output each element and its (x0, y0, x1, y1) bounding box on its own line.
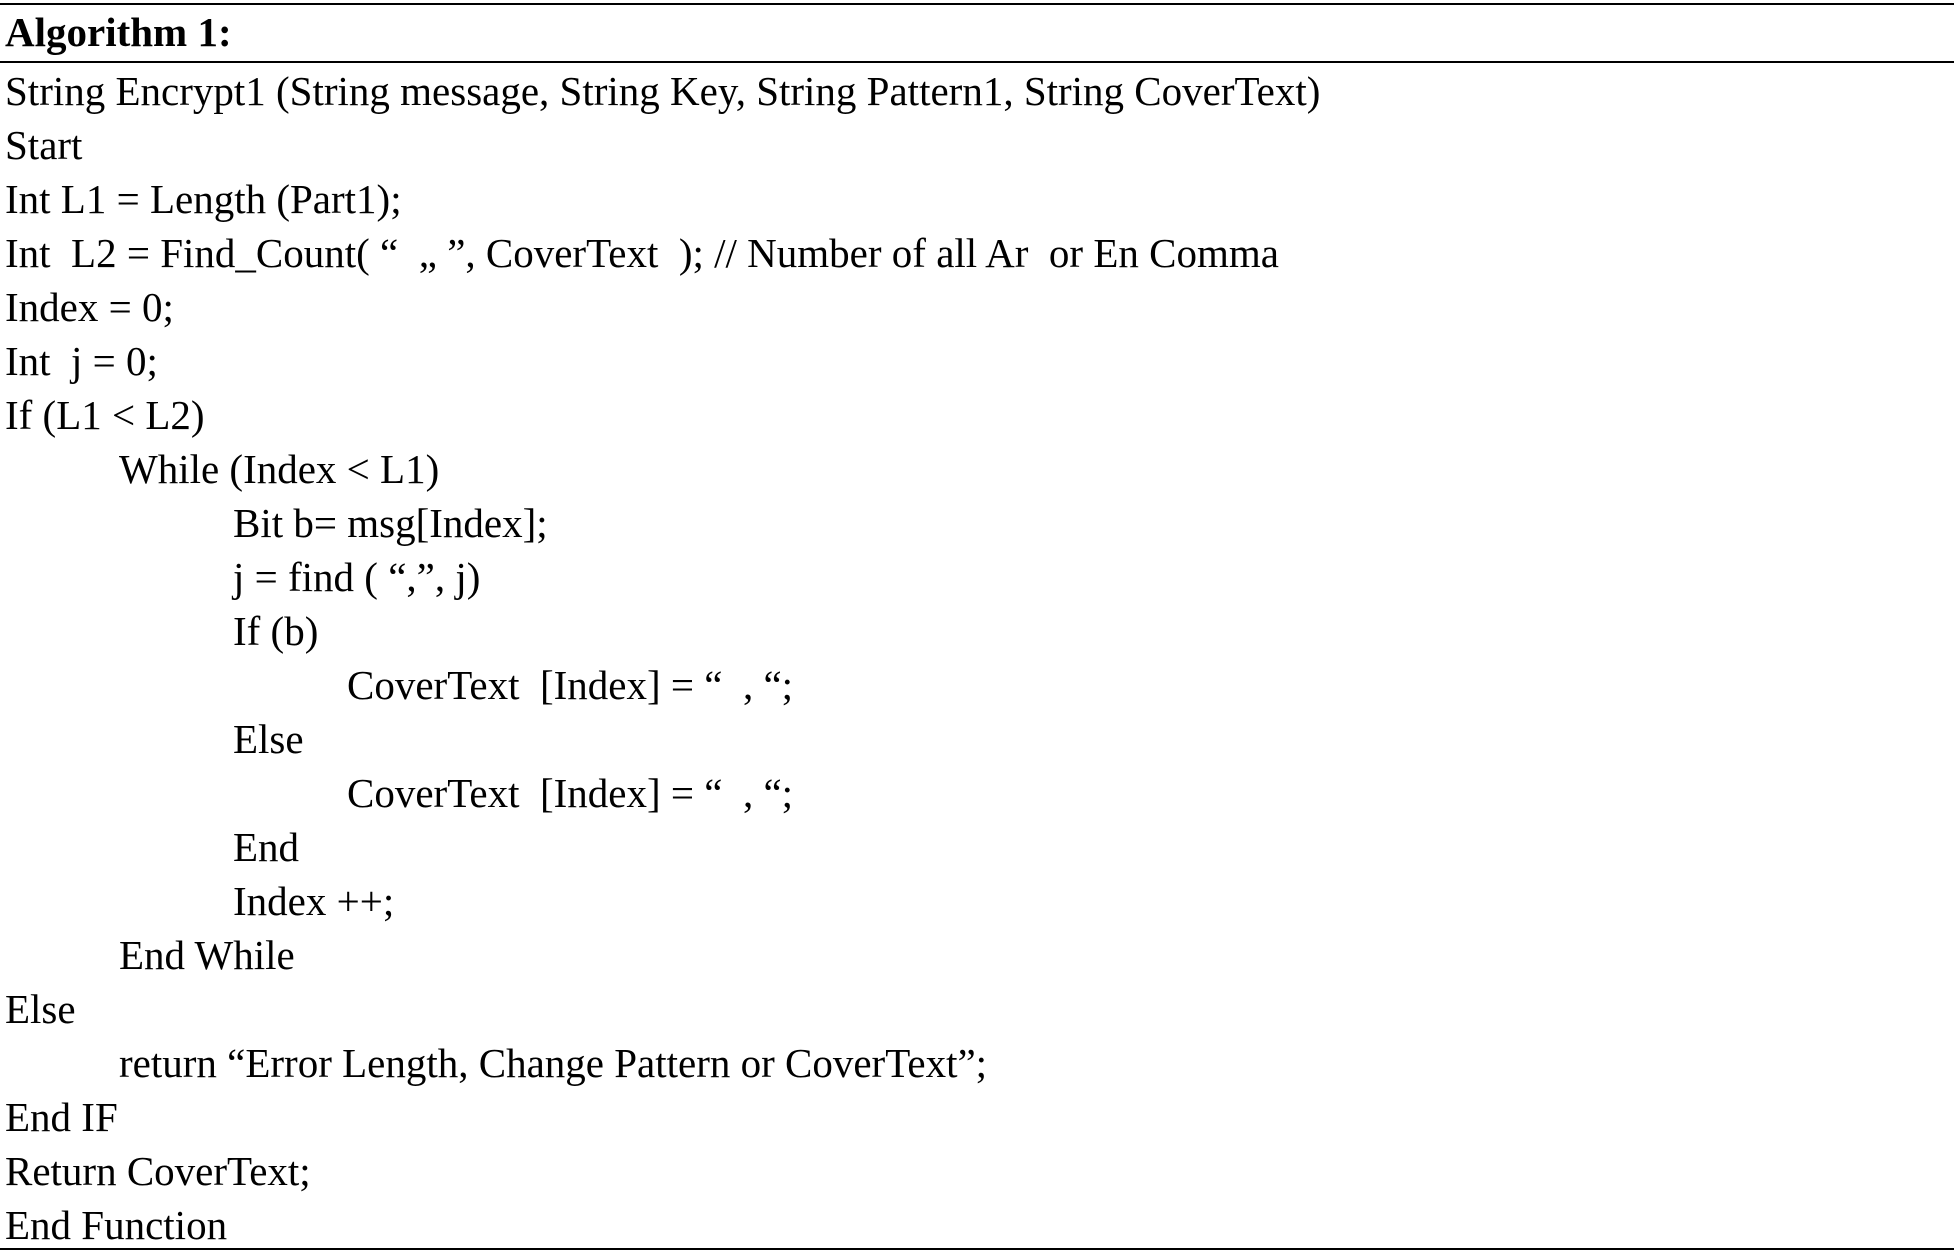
code-line: return “Error Length, Change Pattern or CoverText”; (119, 1040, 988, 1086)
code-line: If (b) (233, 608, 319, 654)
code-line: Int j = 0; (5, 338, 158, 384)
algorithm-title: Algorithm 1: (5, 9, 232, 55)
code-line: If (L1 < L2) (5, 392, 205, 438)
code-line: While (Index < L1) (119, 446, 440, 492)
code-line: CoverText [Index] = “ , “; (347, 662, 794, 708)
code-line: Bit b= msg[Index]; (233, 500, 548, 546)
bottom-rule (0, 1248, 1954, 1250)
code-line: End While (119, 932, 295, 978)
header-rule (0, 61, 1954, 63)
code-line: Index = 0; (5, 284, 174, 330)
code-line: Int L2 = Find_Count( “ „ ”, CoverText ); // Number of all Ar or En Comma (5, 230, 1279, 276)
code-line: End Function (5, 1202, 228, 1248)
code-line: End (233, 824, 300, 870)
code-line: Start (5, 122, 83, 168)
code-line: Index ++; (233, 878, 395, 924)
code-line: j = find ( “,”, j) (233, 554, 481, 600)
code-line: End IF (5, 1094, 118, 1140)
code-line: Return CoverText; (5, 1148, 311, 1194)
code-line: String Encrypt1 (String message, String Key, String Pattern1, String CoverText) (5, 68, 1321, 114)
algorithm-lines (5, 64, 1320, 1252)
code-line: Int L1 = Length (Part1); (5, 176, 402, 222)
code-line: Else (5, 986, 76, 1032)
code-line: Else (233, 716, 304, 762)
code-line: CoverText [Index] = “ , “; (347, 770, 794, 816)
top-rule (0, 3, 1954, 5)
